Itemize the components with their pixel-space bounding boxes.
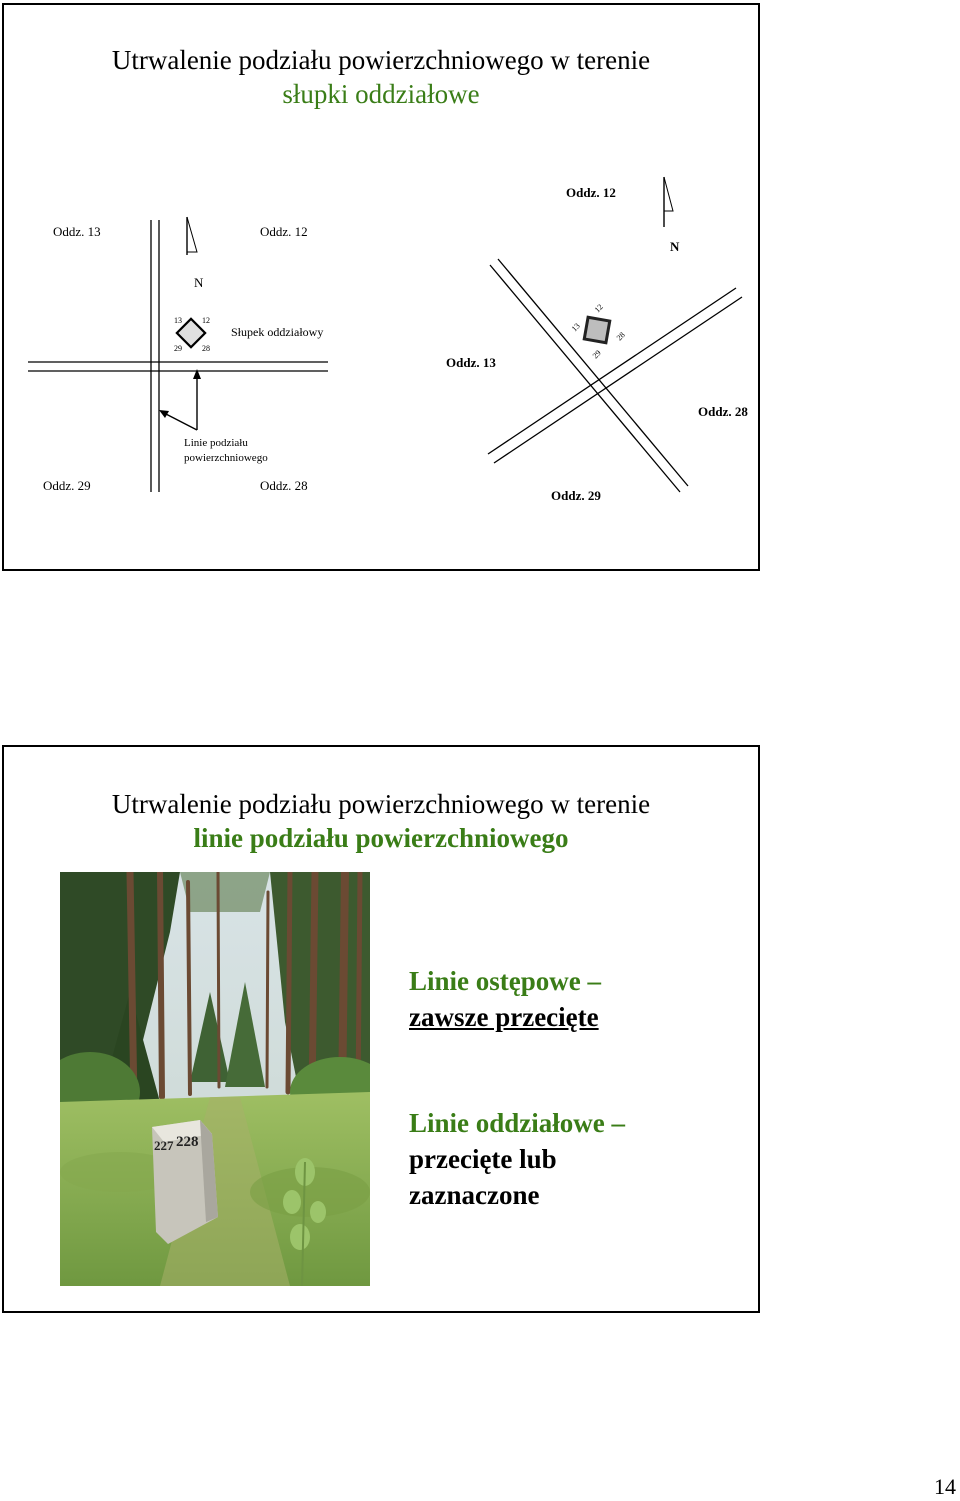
- left-north-label: N: [194, 275, 204, 290]
- division-post-icon: [584, 317, 609, 342]
- slide-2-title: [4, 787, 758, 855]
- slide-1: [2, 3, 760, 571]
- left-label-nw: Oddz. 13: [53, 224, 101, 239]
- photo-post-number-b: 228: [176, 1134, 199, 1150]
- north-arrow-icon: [187, 217, 197, 255]
- forest-line-photo: [60, 872, 370, 1286]
- bullet-2-line2: przecięte lub: [409, 1144, 557, 1174]
- left-lines-label-2: powierzchniowego: [184, 452, 268, 464]
- right-label-w: Oddz. 13: [446, 355, 496, 370]
- photo-post-number-a: 227: [154, 1138, 174, 1153]
- right-post-13: 13: [569, 321, 582, 334]
- left-post-29: 29: [174, 344, 182, 353]
- left-label-sw: Oddz. 29: [43, 478, 91, 493]
- north-arrow-icon: [664, 177, 673, 227]
- left-diagram: [28, 217, 328, 493]
- bullet-1-line1: Linie ostępowe –: [409, 966, 601, 996]
- left-post-label: Słupek oddziałowy: [231, 325, 324, 339]
- pointer-arrow-icon: [159, 369, 201, 430]
- slide-2-bullets: [409, 963, 729, 1213]
- left-lines-label-1: Linie podziału: [184, 437, 248, 449]
- left-post-28: 28: [202, 344, 210, 353]
- bullet-1-line2: zawsze przecięte: [409, 1002, 599, 1032]
- left-post-12: 12: [202, 316, 210, 325]
- slide-2: [2, 745, 760, 1313]
- division-post-diagrams: [4, 5, 758, 569]
- right-post-28: 28: [614, 330, 627, 343]
- left-post-13: 13: [174, 316, 182, 325]
- slide-1-title-line1: Utrwalenie podziału powierzchniowego w terenie: [111, 45, 651, 75]
- right-post-12: 12: [592, 302, 605, 315]
- bullet-2-line3: zaznaczone: [409, 1180, 540, 1210]
- right-label-e: Oddz. 28: [698, 404, 748, 419]
- slide-2-title-line1: Utrwalenie podziału powierzchniowego w terenie: [111, 789, 651, 819]
- right-north-label: N: [670, 239, 680, 254]
- left-label-se: Oddz. 28: [260, 478, 308, 493]
- right-label-s: Oddz. 29: [551, 488, 601, 503]
- right-post-29: 29: [590, 348, 603, 361]
- right-label-n: Oddz. 12: [566, 185, 616, 200]
- page-number: 14: [934, 1474, 956, 1499]
- right-diagram: [446, 177, 748, 503]
- slide-1-title-line2: słupki oddziałowe: [282, 79, 480, 109]
- slide-2-title-line2: linie podziału powierzchniowego: [193, 823, 569, 853]
- left-label-ne: Oddz. 12: [260, 224, 308, 239]
- bullet-2-line1: Linie oddziałowe –: [409, 1108, 626, 1138]
